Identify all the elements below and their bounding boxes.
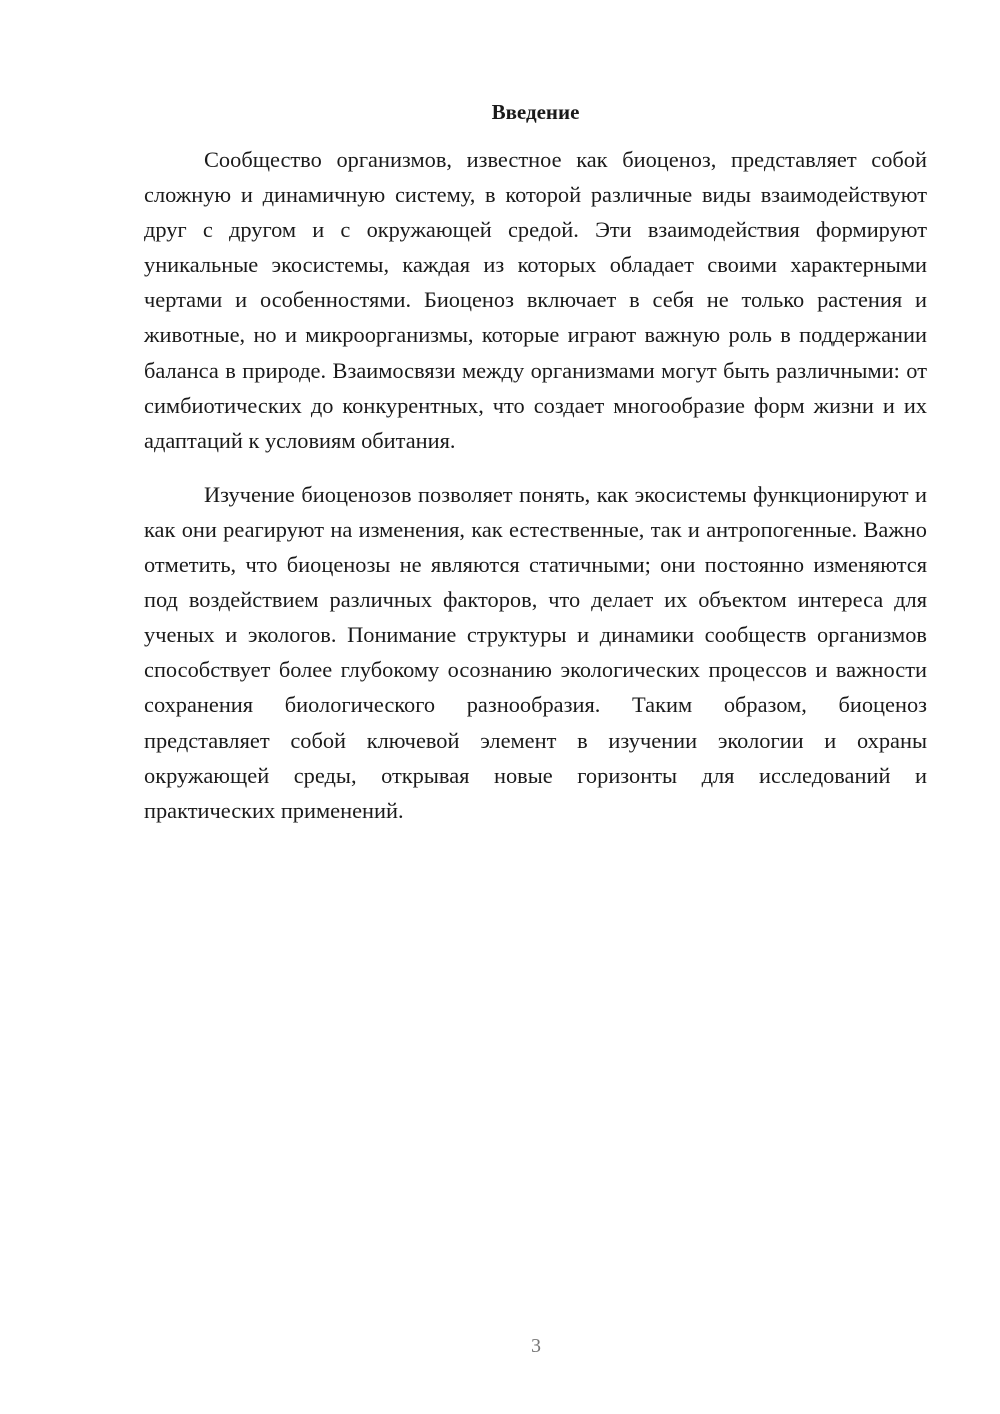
section-heading: Введение <box>491 100 580 124</box>
paragraph-2: Изучение биоценозов позволяет понять, как экосистемы функционируют и как они реагируют на изменения, как естественные, так и антропогенные. Важно отметить, что биоценозы не являются статичными; они постоянно изменяются под воздействием различных факторов, что делает их объектом интереса для ученых и экологов. Понимание структуры и динамики сообществ организмов способствует более глубокому осознанию экологических процессов и важности сохранения биологического разнообразия. Таким образом, биоценоз представляет собой ключевой элемент в изучении экологии и охраны окружающей среды, открывая новые горизонты для исследований и практических применений. <box>144 481 927 823</box>
paragraph-1: Сообщество организмов, известное как биоценоз, представляет собой сложную и динамичную систему, в которой различные виды взаимодействуют друг с другом и с окружающей средой. Эти взаимодействия формируют уникальные экосистемы, каждая из которых обладает своими характерными чертами и особенностями. Биоценоз включает в себя не только растения и животные, но и микроорганизмы, которые играют важную роль в поддержании баланса в природе. Взаимосвязи между организмами могут быть различными: от симбиотических до конкурентных, что создает многообразие форм жизни и их адаптаций к условиям обитания. <box>144 147 927 453</box>
page-number: 3 <box>531 1335 541 1357</box>
body-text <box>144 142 927 828</box>
